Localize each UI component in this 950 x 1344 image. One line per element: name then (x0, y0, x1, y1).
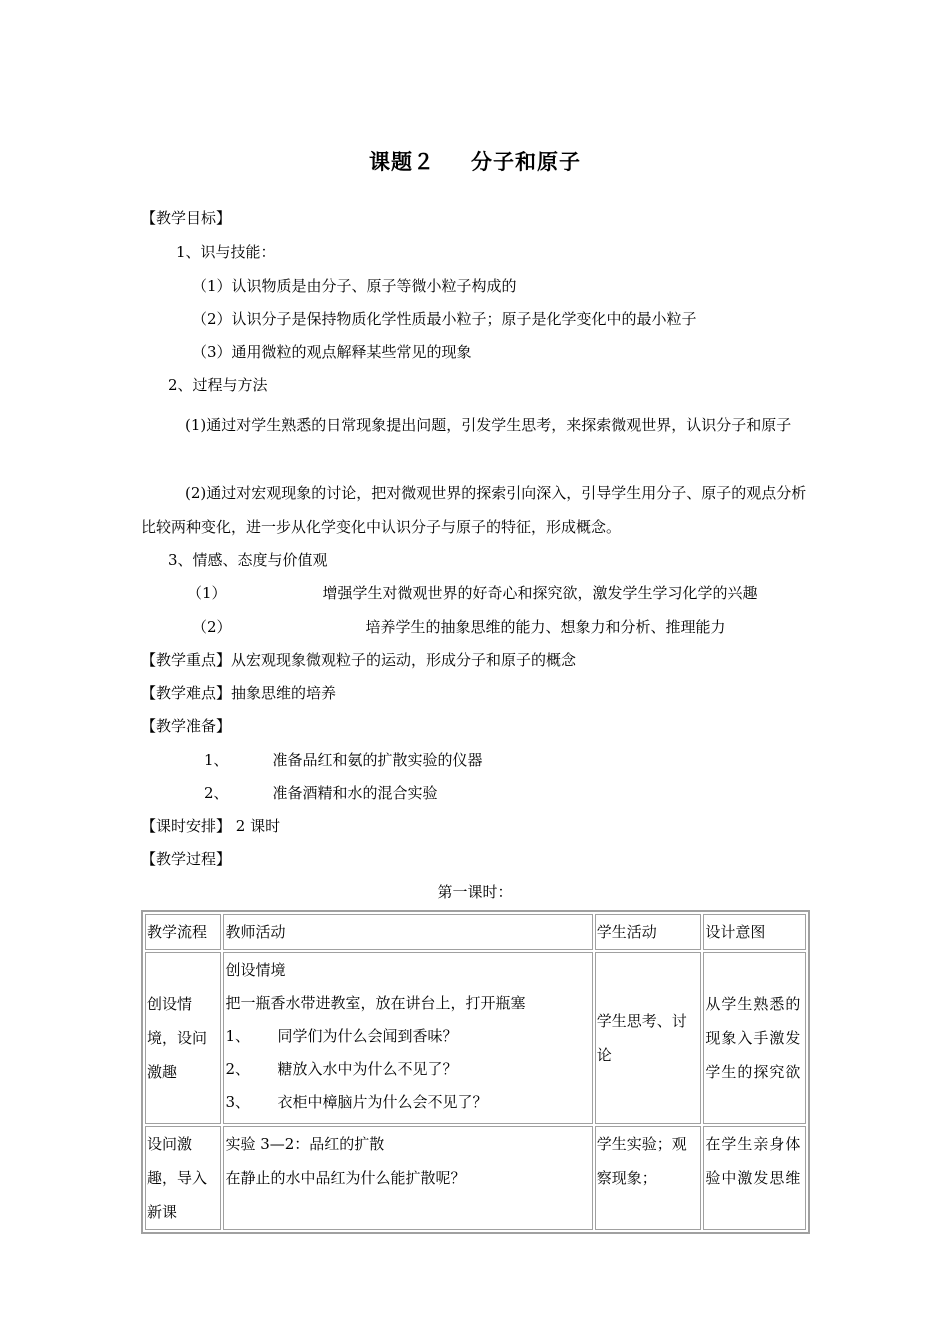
section-knowledge-label: 1、识与技能： (176, 243, 276, 261)
difficulty-text: 抽象思维的培养 (231, 684, 337, 702)
question-num: 2、 (225, 1060, 250, 1078)
flow-cell: 创设情境，设问激趣 (145, 952, 221, 1124)
preparation-text: 准备品红和氨的扩散实验的仪器 (272, 751, 483, 769)
question-num: 1、 (225, 1027, 250, 1045)
preparation-num: 2、 (204, 784, 229, 802)
knowledge-item: （3）通用微粒的观点解释某些常见的现象 (192, 343, 472, 361)
schedule-text: 2 课时 (231, 817, 281, 835)
attitude-item-num: （2） (192, 618, 232, 636)
key-point-line (141, 650, 576, 670)
key-point-heading: 【教学重点】 (141, 651, 232, 669)
teacher-title: 创设情境 (225, 961, 286, 979)
lesson-number: 课题２ (369, 150, 435, 174)
section-attitude-label: 3、情感、态度与价值观 (168, 551, 328, 569)
objectives-heading: 【教学目标】 (141, 209, 232, 227)
question-item (225, 1020, 590, 1053)
question-item (225, 1086, 590, 1119)
teacher-intro: 在静止的水中品红为什么能扩散呢？ (225, 1169, 466, 1187)
schedule-line (141, 816, 280, 836)
section-process-label: 2、过程与方法 (168, 376, 268, 394)
question-text: 同学们为什么会闻到香味？ (277, 1027, 458, 1045)
table-header-row (145, 914, 806, 950)
page-title (0, 146, 950, 176)
process-item: (2)通过对宏观现象的讨论，把对微观世界的探索引向深入，引导学生用分子、原子的观点分析比较两种变化，进一步从化学变化中认识分子与原子的特征，形成概念。 (141, 484, 807, 536)
preparation-num: 1、 (204, 751, 229, 769)
intent-cell: 在学生亲身体验中激发思维 (703, 1126, 806, 1230)
lesson-name: 分子和原子 (471, 150, 581, 174)
table-row (145, 1126, 806, 1230)
teacher-cell (223, 952, 592, 1124)
intent-cell: 从学生熟悉的现象入手激发学生的探究欲 (703, 952, 806, 1124)
table-header-cell: 设计意图 (703, 914, 806, 950)
question-text: 糖放入水中为什么不见了？ (277, 1060, 458, 1078)
question-item (225, 1053, 590, 1086)
schedule-heading: 【课时安排】 (141, 817, 232, 835)
preparation-item (204, 783, 438, 803)
difficulty-line (141, 683, 336, 703)
preparation-text: 准备酒精和水的混合实验 (272, 784, 438, 802)
question-text: 衣柜中樟脑片为什么会不见了？ (277, 1093, 488, 1111)
teacher-intro: 把一瓶香水带进教室，放在讲台上，打开瓶塞 (225, 994, 526, 1012)
attitude-item-2 (192, 617, 726, 637)
lesson-process-table (141, 910, 810, 1234)
attitude-item-text: 增强学生对微观世界的好奇心和探究欲，激发学生学习化学的兴趣 (322, 584, 758, 602)
process-subheading: 第一课时： (437, 883, 513, 901)
difficulty-heading: 【教学难点】 (141, 684, 232, 702)
student-cell: 学生思考、讨论 (595, 952, 702, 1124)
teacher-cell (223, 1126, 592, 1230)
question-num: 3、 (225, 1093, 250, 1111)
knowledge-item: （1）认识物质是由分子、原子等微小粒子构成的 (192, 277, 517, 295)
process-heading: 【教学过程】 (141, 850, 232, 868)
preparation-item (204, 750, 483, 770)
process-item: (1)通过对学生熟悉的日常现象提出问题，引发学生思考，来探索微观世界，认识分子和原子 (185, 416, 792, 434)
teacher-title: 实验 3—2：品红的扩散 (225, 1135, 385, 1153)
attitude-item-text: 培养学生的抽象思维的能力、想象力和分析、推理能力 (365, 618, 726, 636)
flow-cell: 设问激趣，导入新课 (145, 1126, 221, 1230)
key-point-text: 从宏观现象微观粒子的运动，形成分子和原子的概念 (231, 651, 577, 669)
table-row (145, 952, 806, 1124)
attitude-item-num: （1） (187, 584, 227, 602)
table-header-cell: 教师活动 (223, 914, 592, 950)
table-header-cell: 学生活动 (595, 914, 702, 950)
table-header-cell: 教学流程 (145, 914, 221, 950)
knowledge-item: （2）认识分子是保持物质化学性质最小粒子；原子是化学变化中的最小粒子 (192, 310, 697, 328)
attitude-item-1 (187, 583, 758, 603)
student-cell: 学生实验；观察现象； (595, 1126, 702, 1230)
preparation-heading: 【教学准备】 (141, 717, 232, 735)
